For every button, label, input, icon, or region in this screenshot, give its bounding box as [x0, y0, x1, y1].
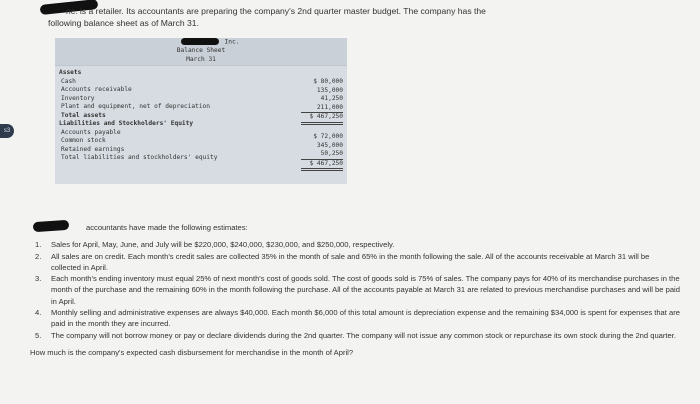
- estimate-number: 5.: [35, 330, 42, 340]
- liability-value: 345,000: [316, 141, 343, 149]
- liability-label: Retained earnings: [61, 145, 125, 153]
- estimate-number: 3.: [35, 274, 42, 284]
- company-name: Inc.: [224, 38, 240, 46]
- estimate-text: Monthly selling and administrative expenses are always $40,000. Each month $6,000 of this total amount is depreciation expense and the remaining $34,000 is spent for expenses that are paid in the month they are incurred.: [51, 308, 680, 329]
- asset-value: 41,250: [320, 95, 343, 102]
- sheet-labels: [59, 69, 289, 163]
- liabilities-heading: Liabilities and Stockholders' Equity: [59, 120, 194, 127]
- estimate-item: [35, 251, 680, 274]
- liability-value: $ 72,000: [313, 133, 343, 140]
- asset-label: Inventory: [61, 94, 95, 102]
- intro-text: [48, 5, 608, 29]
- asset-label: Cash: [61, 77, 76, 85]
- estimate-number: 4.: [35, 308, 42, 318]
- asset-value: 135,000: [316, 86, 343, 94]
- side-tab[interactable]: [0, 124, 14, 138]
- estimate-text: The company will not borrow money or pay or declare dividends during the 2nd quarter. The company will not issue any common stock or repurchase its own stock during the 2nd quarter.: [51, 330, 676, 340]
- estimate-text: Each month's ending inventory must equal 25% of next month's cost of goods sold. The cost of goods sold is 75% of sales. The company pays for 40% of its merchandise purchases in the month of the purchase and the remaining 60% in the month following the purchase. All of the accounts payable at March 31 are related to previous merchandise purchases and will be paid in April.: [51, 274, 680, 306]
- estimate-item: [35, 330, 680, 341]
- estimates-lead: accountants have made the following estimates:: [86, 223, 248, 232]
- intro-line-1: nc. is a retailer. Its accountants are preparing the company's 2nd quarter master budget. The company has the: [66, 6, 486, 16]
- estimate-item: [35, 273, 680, 307]
- total-liabilities-label: Total liabilities and stockholders' equity: [61, 154, 218, 161]
- total-assets-value: $ 467,250: [301, 113, 343, 125]
- total-liabilities-value: $ 467,250: [301, 160, 343, 172]
- assets-heading: Assets: [59, 69, 82, 76]
- side-tab-label: s3: [3, 128, 11, 134]
- estimate-number: 1.: [35, 240, 42, 250]
- estimate-item: [35, 239, 680, 250]
- asset-value: $ 80,000: [313, 78, 343, 85]
- estimate-text: All sales are on credit. Each month's credit sales are collected 35% in the month of sale and 65% in the month following the sale. All of the accounts receivable at March 31 will be collected in April.: [51, 251, 650, 272]
- intro-line-2: following balance sheet as of March 31.: [48, 18, 199, 28]
- estimates-list: [30, 239, 680, 341]
- estimates-section: [30, 222, 680, 358]
- redaction-mark: [181, 38, 219, 45]
- balance-sheet: [55, 38, 347, 184]
- balance-sheet-header: [55, 38, 347, 66]
- estimate-item: [35, 307, 680, 330]
- sheet-date: March 31: [186, 55, 216, 63]
- liability-label: Common stock: [61, 137, 106, 144]
- liability-value: 50,250: [301, 150, 343, 160]
- asset-label: Accounts receivable: [61, 86, 132, 93]
- asset-label: Plant and equipment, net of depreciation: [61, 103, 211, 110]
- sheet-values: [301, 78, 343, 171]
- asset-value: 211,000: [301, 104, 343, 114]
- total-assets-label: Total assets: [61, 111, 106, 119]
- sheet-title: Balance Sheet: [176, 47, 226, 54]
- estimate-number: 2.: [35, 251, 42, 261]
- estimate-text: Sales for April, May, June, and July will be $220,000, $240,000, $230,000, and $250,000, respectively.: [51, 240, 395, 250]
- question-text: How much is the company's expected cash disbursement for merchandise in the month of April?: [30, 347, 354, 357]
- liability-label: Accounts payable: [61, 128, 121, 136]
